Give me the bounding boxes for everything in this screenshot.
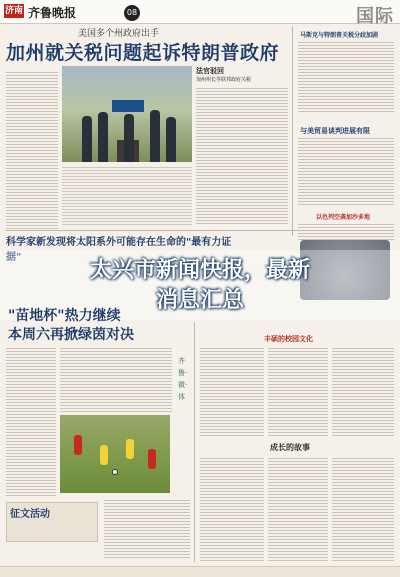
soccer-photo	[60, 415, 170, 493]
paper-logo: 济南	[4, 6, 23, 16]
lead-kicker: 美国多个州政府出手	[78, 29, 160, 39]
photo-person	[82, 116, 92, 162]
right-text-1	[298, 40, 394, 114]
soccer-player	[100, 445, 108, 465]
soccer-ball	[112, 469, 118, 475]
right-bottom-text-3	[332, 456, 394, 562]
right-text-2	[298, 136, 394, 206]
soccer-player	[126, 439, 134, 459]
cup-headline-line-2: 本周六再掀绿茵对决	[8, 327, 134, 343]
soccer-player	[74, 435, 82, 455]
left-text-column	[6, 70, 58, 230]
right-head-1: 马斯克与特朗普关税分歧加剧	[300, 32, 379, 39]
soccer-player	[148, 449, 156, 469]
side-story-text	[196, 86, 288, 226]
right-bottom-text-2	[268, 456, 328, 562]
right-mid-label: 丰硕的校园文化	[264, 335, 313, 343]
photo-person	[166, 117, 176, 162]
lead-photo	[62, 66, 192, 162]
right-head-3: 以色列空袭加沙多地	[316, 214, 371, 221]
right-lower-text-3	[332, 346, 394, 436]
banner-line-2: 消息汇总	[155, 288, 244, 313]
cup-text-mid	[60, 346, 172, 412]
cup-text-bottom	[104, 498, 190, 560]
notice-title: 征文活动	[10, 509, 50, 520]
side-story-subhead: 加州州长等联邦政府关税	[196, 77, 252, 83]
side-story-head: 法官驳回	[196, 67, 224, 75]
right-lower-text-2	[268, 346, 328, 436]
cup-headline-line-1: "苗地杯"热力继续	[8, 308, 121, 324]
page-footer	[0, 566, 400, 577]
banner-line-1: 太兴市新闻快报，最新	[89, 258, 310, 283]
right-bottom-label: 成长的故事	[270, 443, 310, 452]
cup-text-left	[6, 346, 56, 496]
photo-person	[150, 110, 160, 162]
right-text-3	[298, 222, 394, 240]
lower-divider	[194, 322, 195, 562]
text-filler	[6, 70, 58, 230]
story-divider	[6, 230, 394, 231]
paper-name: 齐鲁晚报	[28, 6, 77, 20]
right-head-2: 与美贸易谈判进展有限	[300, 127, 370, 135]
photo-person	[98, 112, 108, 162]
lead-headline: 加州就关税问题起诉特朗普政府	[6, 42, 280, 64]
photo-caption	[62, 165, 192, 225]
photo-person	[124, 114, 134, 162]
photo-sign	[112, 100, 144, 112]
masthead	[0, 0, 400, 27]
right-lower-text-1	[200, 346, 264, 436]
column-divider	[292, 26, 293, 236]
vertical-column-label: 齐鲁·微·体	[178, 357, 188, 401]
section-label: 国际	[356, 6, 394, 27]
page-number-badge: 08	[124, 5, 140, 21]
right-bottom-text-1	[200, 456, 264, 562]
science-headline: 科学家新发现将太阳系外可能存在生命的"最有力证据"	[6, 237, 232, 263]
